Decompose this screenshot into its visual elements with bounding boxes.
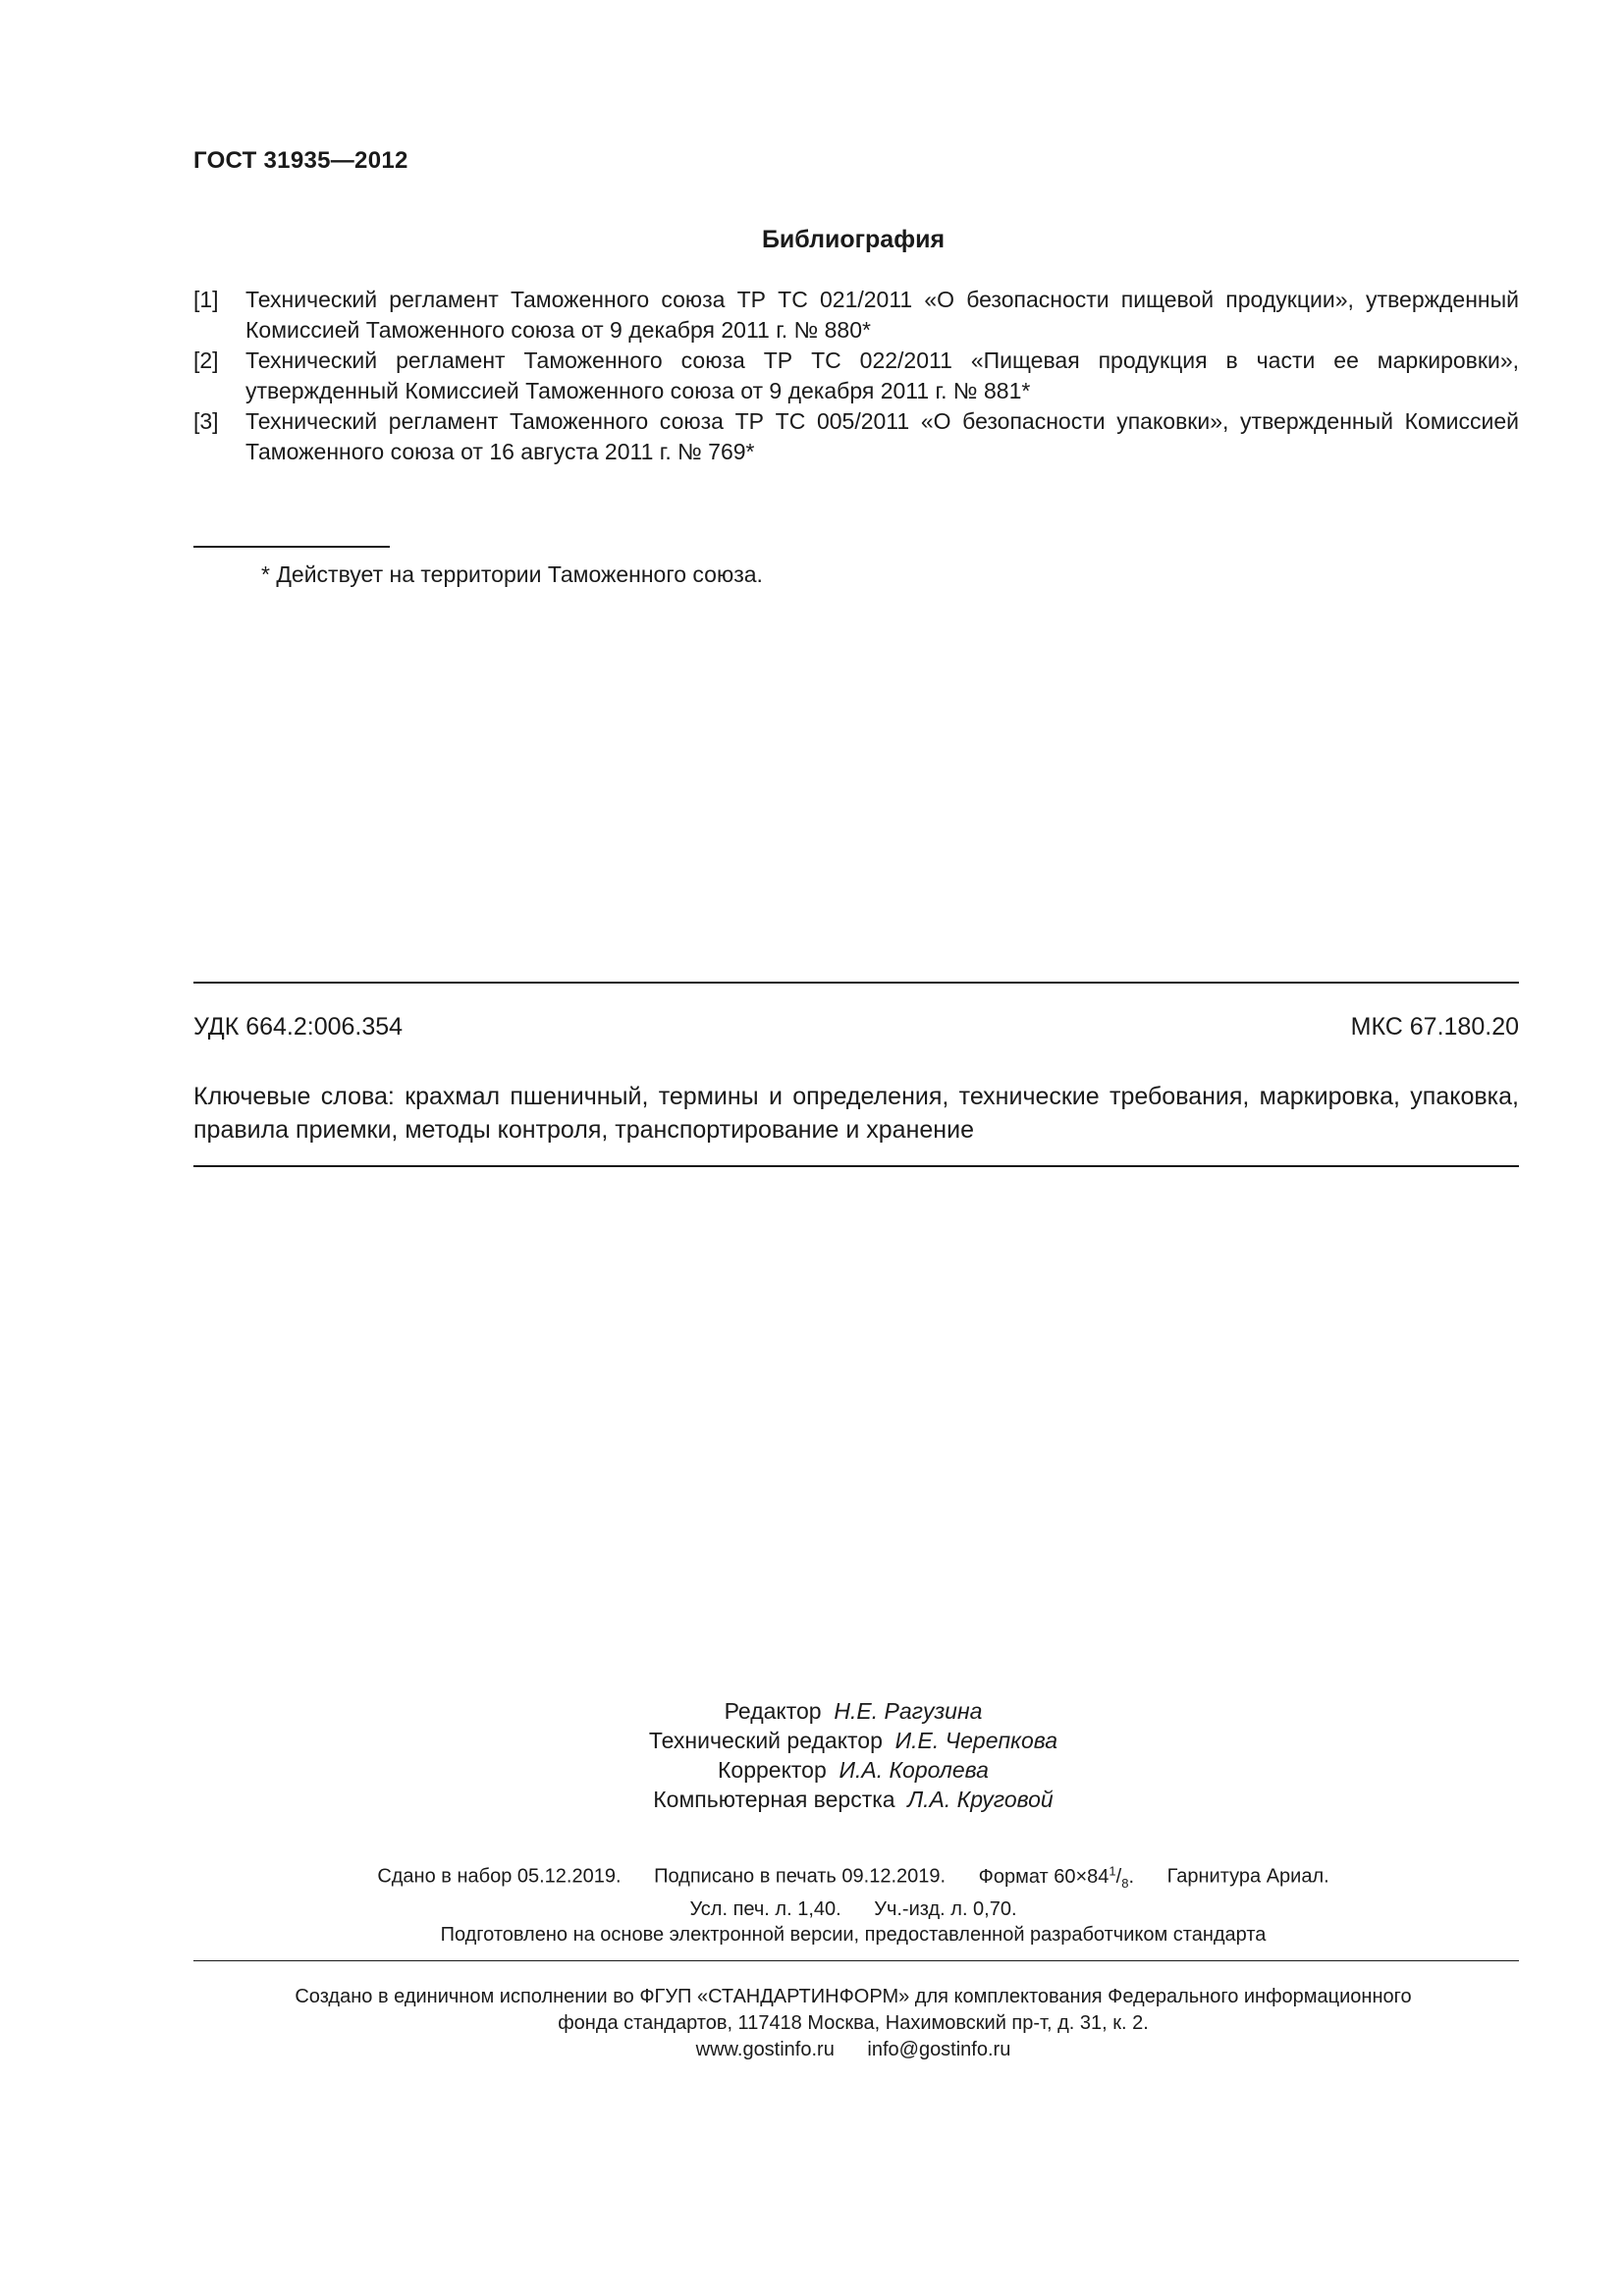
publisher-info (0, 1984, 1624, 2063)
imprint-print-sheets: Усл. печ. л. 1,40. (689, 1897, 841, 1920)
credit-role: Корректор (718, 1757, 827, 1783)
imprint-format-numerator: 1 (1109, 1863, 1116, 1878)
imprint-sent-date: Сдано в набор 05.12.2019. (377, 1865, 622, 1888)
bibliography-item-number: [3] (193, 408, 219, 434)
bibliography-item-text: Технический регламент Таможенного союза ТР ТС 022/2011 «Пищевая продукция в части ее маркировки», утвержденный Комиссией Таможенного союза от 9 декабря 2011 г. № 881* (245, 347, 1519, 403)
bibliography-item-number: [1] (193, 287, 219, 312)
imprint-format: Формат $60\times 84^1/_8$. (978, 1863, 1134, 1891)
imprint-format-denominator: 8 (1121, 1875, 1129, 1891)
imprint-line-2 (0, 1896, 1624, 1922)
document-code-header: ГОСТ 31935—2012 (193, 147, 408, 174)
bibliography-item-text: Технический регламент Таможенного союза ТР ТС 005/2011 «О безопасности упаковки», утвержденный Комиссией Таможенного союза от 16 августа 2011 г. № 769* (245, 408, 1519, 464)
imprint-line-1 (0, 1858, 1624, 1896)
imprint-font: Гарнитура Ариал. (1166, 1865, 1329, 1888)
bibliography-item (193, 406, 1519, 467)
credit-role: Редактор (724, 1698, 822, 1724)
credit-line (0, 1726, 1624, 1755)
imprint-signed-date: Подписано в печать 09.12.2019. (654, 1865, 947, 1888)
bibliography-item (193, 346, 1519, 406)
bibliography-title: Библиография (761, 226, 946, 253)
credit-line (0, 1696, 1624, 1726)
mks-code: МКС 67.180.20 (1350, 1013, 1519, 1041)
credit-name: Л.А. Круговой (907, 1787, 1054, 1812)
print-imprint (0, 1858, 1624, 1948)
publisher-email-link[interactable]: info@gostinfo.ru (867, 2039, 1011, 2060)
credit-name: Н.Е. Рагузина (834, 1698, 983, 1724)
credit-line (0, 1785, 1624, 1814)
publisher-contacts (0, 2037, 1624, 2063)
imprint-prepared-note: Подготовлено на основе электронной версии, предоставленной разработчиком стандарта (440, 1923, 1267, 1946)
imprint-edit-sheets: Уч.-изд. л. 0,70. (874, 1897, 1017, 1920)
publisher-website-link[interactable]: www.gostinfo.ru (695, 2039, 835, 2060)
credit-name: И.Е. Черепкова (894, 1728, 1058, 1753)
imprint-format-prefix: Формат 60×84 (978, 1865, 1110, 1888)
udk-code: УДК 664.2:006.354 (193, 1013, 404, 1041)
credit-role: Компьютерная верстка (653, 1787, 895, 1812)
editorial-credits (0, 1696, 1624, 1814)
bibliography-item (193, 285, 1519, 346)
keywords-bottom-rule (193, 1165, 1519, 1167)
credit-role: Технический редактор (648, 1728, 883, 1753)
footnote-divider (193, 546, 390, 548)
footnote: * Действует на территории Таможенного союза. (261, 561, 763, 587)
bibliography-item-text: Технический регламент Таможенного союза ТР ТС 021/2011 «О безопасности пищевой продукции», утвержденный Комиссией Таможенного союза от 9 декабря 2011 г. № 880* (245, 287, 1519, 343)
credit-name: И.А. Королева (839, 1757, 989, 1783)
publisher-line-2: фонда стандартов, 117418 Москва, Нахимовский пр-т, д. 31, к. 2. (558, 2012, 1149, 2034)
credit-line (0, 1755, 1624, 1785)
classification-top-rule (193, 982, 1519, 984)
bibliography-item-number: [2] (193, 347, 219, 373)
keywords: Ключевые слова: крахмал пшеничный, термины и определения, технические требования, маркировка, упаковка, правила приемки, методы контроля, транспортирование и хранение (193, 1083, 1519, 1144)
bibliography-list (193, 285, 1519, 467)
publisher-line-1: Создано в единичном исполнении во ФГУП «СТАНДАРТИНФОРМ» для комплектования Федерального информационного (295, 1986, 1412, 2007)
imprint-format-suffix: . (1128, 1865, 1134, 1888)
publisher-divider (193, 1960, 1519, 1961)
